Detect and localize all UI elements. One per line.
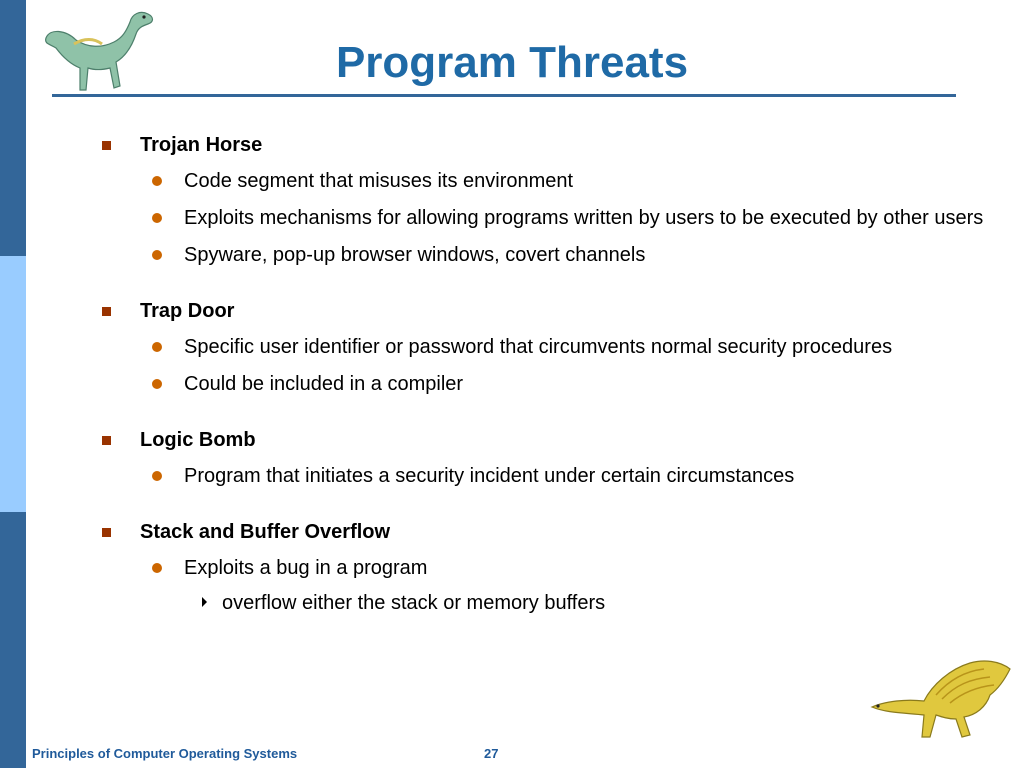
- bullet-text: Exploits mechanisms for allowing programs written by users to be executed by other users: [184, 207, 984, 229]
- round-bullet-icon: [152, 176, 162, 186]
- section-stack-buffer-overflow: [100, 519, 1000, 616]
- bullet-text: Specific user identifier or password that circumvents normal security procedures: [184, 336, 893, 358]
- square-bullet-icon: [102, 307, 111, 316]
- bullet-text: Code segment that misuses its environment: [184, 170, 574, 192]
- sub-bullet-text: overflow either the stack or memory buffers: [222, 592, 606, 614]
- slide-content: [100, 132, 1000, 646]
- bullet-text: Could be included in a compiler: [184, 373, 464, 395]
- section-heading: Trojan Horse: [140, 134, 263, 156]
- section-heading: Logic Bomb: [140, 429, 256, 451]
- section-trojan-horse: [100, 132, 1000, 268]
- slide-title: Program Threats: [335, 38, 689, 87]
- arrow-bullet-icon: [202, 597, 207, 607]
- round-bullet-icon: [152, 379, 162, 389]
- sidebar-block-middle: [0, 256, 26, 512]
- round-bullet-icon: [152, 250, 162, 260]
- section-trap-door: [100, 298, 1000, 397]
- round-bullet-icon: [152, 563, 162, 573]
- left-sidebar: [0, 0, 26, 768]
- section-heading: Stack and Buffer Overflow: [140, 521, 391, 543]
- round-bullet-icon: [152, 342, 162, 352]
- sidebar-block-bottom: [0, 512, 26, 768]
- page-number: 27: [484, 746, 499, 761]
- square-bullet-icon: [102, 436, 111, 445]
- bullet-text: Spyware, pop-up browser windows, covert channels: [184, 244, 646, 266]
- square-bullet-icon: [102, 141, 111, 150]
- round-bullet-icon: [152, 471, 162, 481]
- dinosaur-frilled-icon: [866, 655, 1016, 741]
- round-bullet-icon: [152, 213, 162, 223]
- footer-course-title: Principles of Computer Operating Systems: [32, 746, 298, 761]
- bullet-text: Program that initiates a security incident under certain circumstances: [184, 465, 795, 487]
- bullet-text: Exploits a bug in a program: [184, 557, 428, 579]
- section-heading: Trap Door: [140, 300, 235, 322]
- title-divider: [52, 94, 956, 97]
- square-bullet-icon: [102, 528, 111, 537]
- section-logic-bomb: [100, 427, 1000, 489]
